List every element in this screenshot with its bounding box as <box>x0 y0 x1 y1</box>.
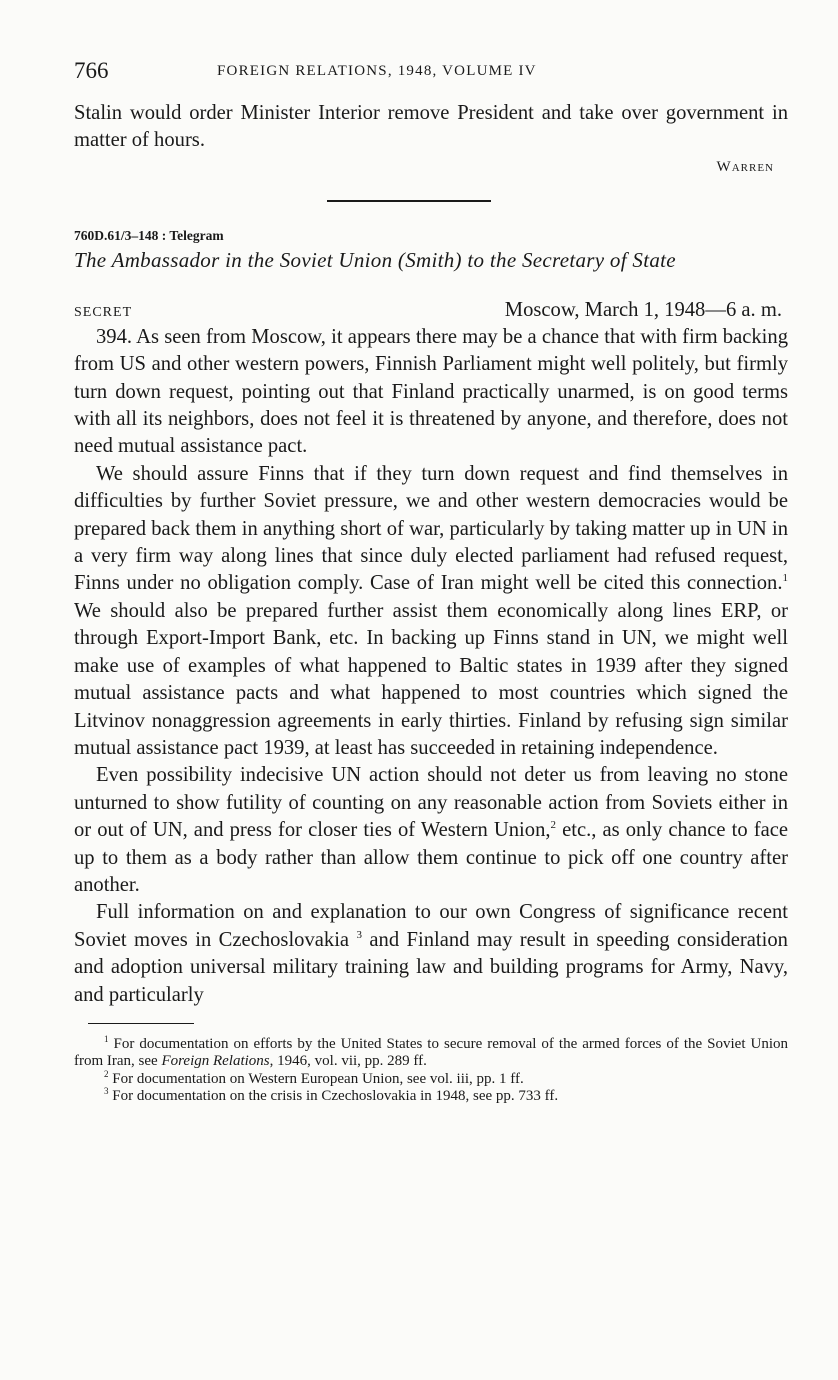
document-page <box>74 58 788 1106</box>
footnote-2 <box>74 1068 788 1089</box>
paragraph-2-text-b: We should also be prepared further assist them economically along lines ERP, or through Export-Import Bank, etc. In backing up Finns stand in UN, we might well make use of examples of what happened to Baltic states in 1939 after they signed mutual assistance pacts and what happened to most countries which signed the Litvinov nonaggression agreements in early thirties. Finland by refusing sign similar mutual assistance pact 1939, at least has succeeded in retaining independence. <box>74 599 788 759</box>
paragraph-1-text: 394. As seen from Moscow, it appears there may be a chance that with firm backing from US and other western powers, Finnish Parliament might well politely, but firmly turn down request, pointing out that Finland practically unarmed, is on good terms with all its neighbors, does not feel it is threatened by anyone, and therefore, does not need mutual assistance pact. <box>74 325 788 458</box>
footnote-divider <box>88 1023 194 1024</box>
footnote-3-text: For documentation on the crisis in Czechoslovakia in 1948, see pp. 733 ff. <box>112 1088 559 1105</box>
footnotes <box>74 1033 788 1106</box>
place-date: Moscow, March 1, 1948—6 a. m. <box>504 298 782 321</box>
footnote-2-text: For documentation on Western European Union, see vol. iii, pp. 1 ff. <box>112 1070 524 1087</box>
paragraph-3-text-a: Even possibility indecisive UN action should not deter us from leaving no stone unturned to show futility of counting on any reasonable action from Soviets either in or out of UN, and press for closer ties of Western Union, <box>74 764 788 842</box>
running-head: FOREIGN RELATIONS, 1948, VOLUME IV <box>217 63 537 79</box>
footnote-3 <box>74 1088 788 1106</box>
footnote-3-mark: 3 <box>104 1086 109 1097</box>
footnote-1 <box>74 1033 788 1071</box>
footnote-1-text-a: For documentation on efforts by the United States to secure removal of the armed forces of the Soviet Union from Iran, see <box>74 1035 788 1070</box>
paragraph-3 <box>74 762 788 899</box>
footnote-1-text-b: , 1946, vol. vii, pp. 289 ff. <box>269 1053 427 1070</box>
paragraph-2 <box>74 461 788 762</box>
footnote-ref-3[interactable]: 3 <box>356 928 362 941</box>
page-header <box>74 58 788 88</box>
classification: SECRET <box>74 304 133 320</box>
paragraph-4-text-b: and Finland may result in speeding consideration and adoption universal military training law and building programs for Army, Navy, and particularly <box>74 928 788 1006</box>
previous-doc-closing: Stalin would order Minister Interior remove President and take over government in matter of hours. <box>74 102 788 152</box>
footnote-ref-2[interactable]: 2 <box>550 819 557 832</box>
file-reference: 760D.61/3–148 : Telegram <box>74 227 224 243</box>
footnote-1-mark: 1 <box>104 1033 109 1044</box>
section-divider <box>327 200 491 202</box>
footnote-1-italic: Foreign Relations <box>161 1053 270 1070</box>
signature: Warren <box>716 158 774 175</box>
page-number: 766 <box>74 58 109 83</box>
dateline <box>74 299 788 322</box>
paragraph-1 <box>74 324 788 461</box>
footnote-ref-1[interactable]: 1 <box>782 572 788 585</box>
paragraph-4-text-a: Full information on and explanation to our own Congress of significance recent Soviet moves in Czechoslovakia <box>74 901 788 951</box>
footnote-2-mark: 2 <box>104 1068 109 1079</box>
paragraph-4 <box>74 899 788 1009</box>
paragraph-2-text-a: We should assure Finns that if they turn down request and find themselves in difficulties by further Soviet pressure, we and other western democracies would be prepared back them in anything short of war, particularly by taking matter up in UN in a very firm way along lines that since duly elected parliament had refused request, Finns under no obligation comply. Case of Iran might well be cited this connection. <box>74 462 788 595</box>
paragraph-3-text-b: etc., as only chance to face up to them as a body rather than allow them continue to pick off one country after another. <box>74 819 788 896</box>
document-title: The Ambassador in the Soviet Union (Smith) to the Secretary of State <box>74 247 676 272</box>
